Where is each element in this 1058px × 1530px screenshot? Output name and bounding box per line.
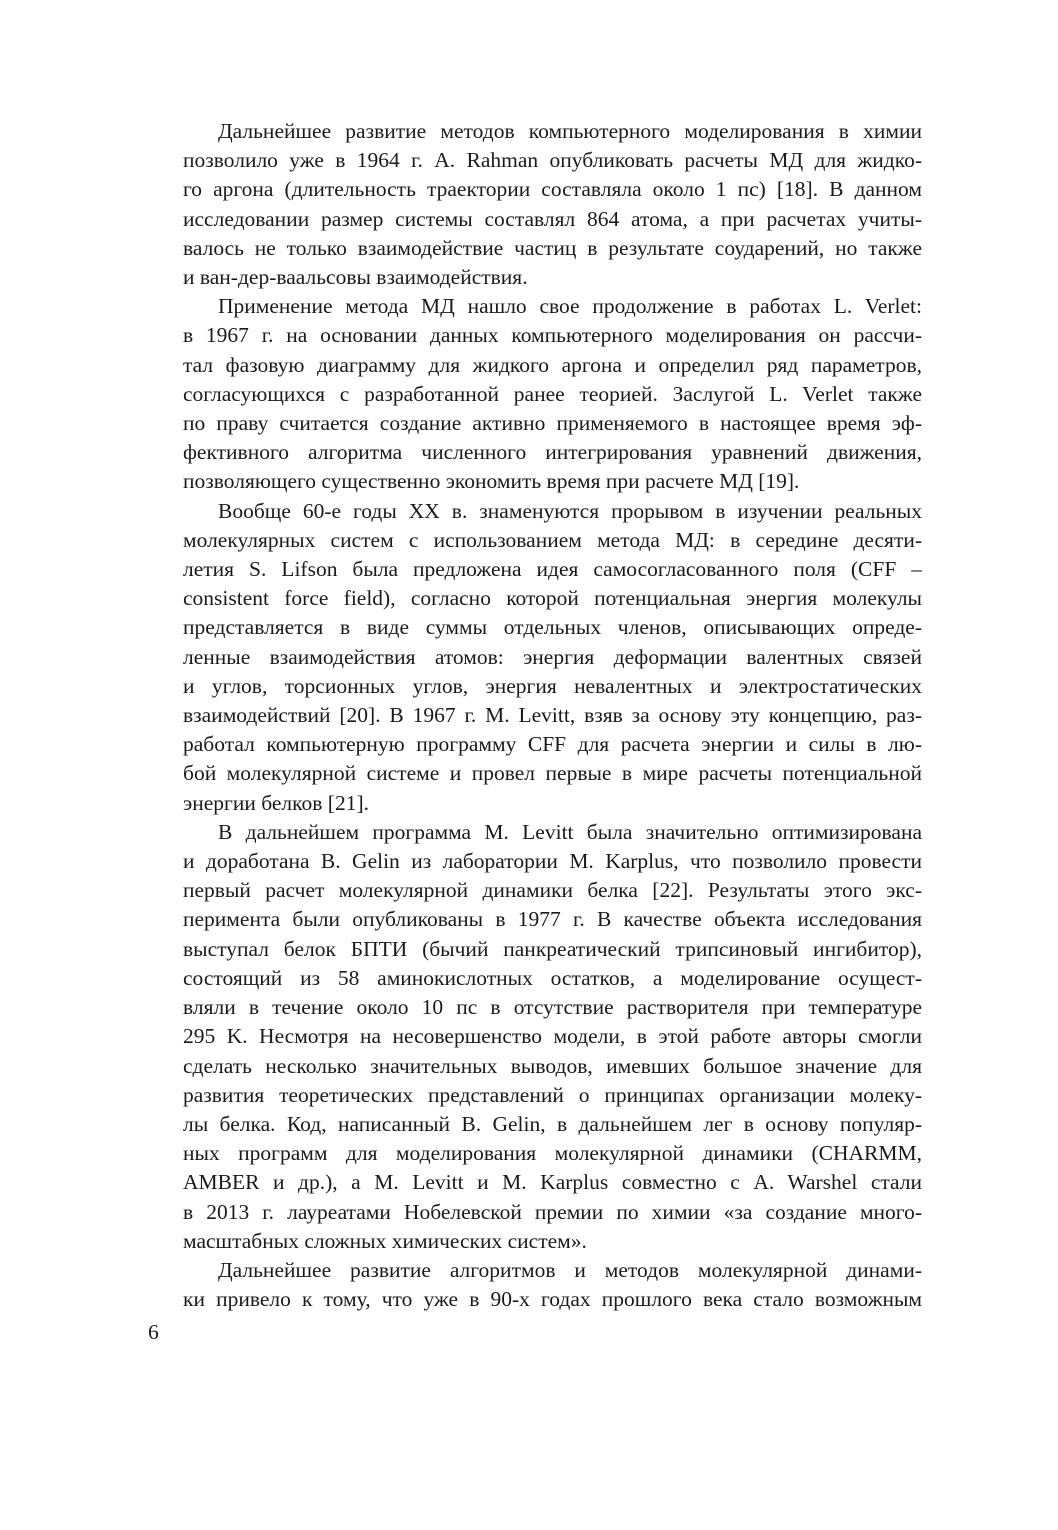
text-line: выступал белок БПТИ (бычий панкреатический трипсиновый ингибитор), bbox=[183, 936, 922, 961]
text-line: и ван-дер-ваальсовы взаимодействия. bbox=[183, 265, 528, 290]
text-line: представляется в виде суммы отдельных членов, описывающих опреде- bbox=[183, 615, 922, 640]
text-line: энергии белков [21]. bbox=[183, 790, 369, 815]
text-line: позволяющего существенно экономить время при расчете МД [19]. bbox=[183, 469, 800, 494]
text-line: валось не только взаимодействие частиц в результате соударений, но также bbox=[183, 235, 922, 260]
paragraph-verlet bbox=[148, 292, 922, 496]
text-line: вляли в течение около 10 пс в отсутствие растворителя при температуре bbox=[183, 995, 922, 1020]
text-line: согласующихся с разработанной ранее теорией. Заслугой L. Verlet также bbox=[183, 381, 922, 406]
paragraph-levitt-gelin bbox=[148, 818, 922, 1256]
text-line: consistent force field), согласно которой потенциальная энергия молекулы bbox=[183, 586, 922, 611]
text-line: 295 K. Несмотря на несовершенство модели, в этой работе авторы смогли bbox=[183, 1024, 922, 1049]
page-number: 6 bbox=[148, 1320, 159, 1344]
text-line: и доработана B. Gelin из лаборатории M. Karplus, что позволило провести bbox=[183, 849, 922, 874]
text-line: в 1967 г. на основании данных компьютерного моделирования он рассчи- bbox=[183, 323, 922, 348]
text-line: по праву считается создание активно применяемого в настоящее время эф- bbox=[183, 411, 922, 436]
text-line: Применение метода МД нашло свое продолжение в работах L. Verlet: bbox=[218, 294, 922, 319]
text-line: масштабных сложных химических систем». bbox=[183, 1228, 587, 1253]
page-body bbox=[148, 117, 922, 1314]
text-line: состоящий из 58 аминокислотных остатков, а моделирование осущест- bbox=[183, 965, 922, 990]
text-line: взаимодействий [20]. В 1967 г. M. Levitt, взяв за основу эту концепцию, раз- bbox=[183, 703, 922, 728]
text-line: позволило уже в 1964 г. A. Rahman опубликовать расчеты МД для жидко- bbox=[183, 148, 922, 173]
paragraph-further-development bbox=[148, 1256, 922, 1314]
text-line: молекулярных систем с использованием метода МД: в середине десяти- bbox=[183, 527, 922, 552]
text-line: в 2013 г. лауреатами Нобелевской премии по химии «за создание много- bbox=[183, 1199, 922, 1224]
text-line: развития теоретических представлений о принципах организации молеку- bbox=[183, 1082, 922, 1107]
text-line: Дальнейшее развитие методов компьютерного моделирования в химии bbox=[218, 119, 922, 143]
text-line: первый расчет молекулярной динамики белка [22]. Результаты этого экс- bbox=[183, 878, 922, 903]
text-line: В дальнейшем программа M. Levitt была значительно оптимизирована bbox=[218, 819, 922, 844]
text-line: лы белка. Код, написанный B. Gelin, в дальнейшем лег в основу популяр- bbox=[183, 1111, 922, 1136]
text-line: исследовании размер системы составлял 864 атома, а при расчетах учиты- bbox=[183, 206, 922, 231]
text-line: и углов, торсионных углов, энергия невалентных и электростатических bbox=[183, 673, 922, 698]
text-line: бой молекулярной системе и провел первые в мире расчеты потенциальной bbox=[183, 761, 922, 786]
text-line: сделать несколько значительных выводов, имевших большое значение для bbox=[183, 1053, 922, 1078]
text-line: ных программ для моделирования молекулярной динамики (CHARMM, bbox=[183, 1141, 922, 1166]
text-line: Дальнейшее развитие алгоритмов и методов молекулярной динами- bbox=[218, 1257, 922, 1282]
text-line: перимента были опубликованы в 1977 г. В качестве объекта исследования bbox=[183, 907, 922, 932]
text-line: тал фазовую диаграмму для жидкого аргона и определил ряд параметров, bbox=[183, 352, 922, 377]
text-line: ки привело к тому, что уже в 90-х годах прошлого века стало возможным bbox=[183, 1287, 922, 1312]
paragraph-rahman bbox=[148, 117, 922, 292]
text-line: фективного алгоритма численного интегрирования уравнений движения, bbox=[183, 440, 922, 465]
text-line: работал компьютерную программу CFF для расчета энергии и силы в лю- bbox=[183, 732, 922, 757]
text-line: Вообще 60-е годы XX в. знаменуются прорывом в изучении реальных bbox=[218, 498, 922, 523]
text-line: AMBER и др.), а M. Levitt и M. Karplus совместно с A. Warshel стали bbox=[183, 1170, 922, 1195]
text-line: ленные взаимодействия атомов: энергия деформации валентных связей bbox=[183, 644, 922, 669]
paragraph-lifson bbox=[148, 497, 922, 818]
text-line: го аргона (длительность траектории составляла около 1 пс) [18]. В данном bbox=[183, 177, 922, 202]
text-line: летия S. Lifson была предложена идея самосогласованного поля (CFF – bbox=[183, 557, 922, 582]
